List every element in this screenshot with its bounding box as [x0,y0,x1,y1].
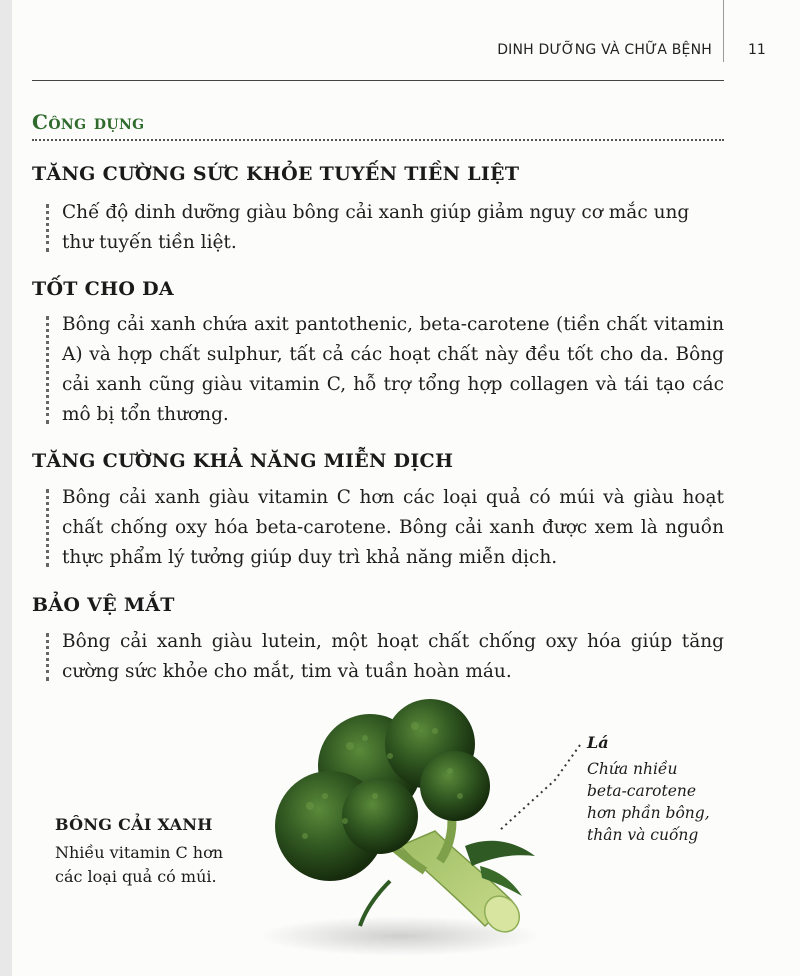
figure-caption-line: các loại quả có múi. [55,867,217,886]
figure-caption-text [55,841,255,889]
page-gutter [0,0,12,976]
header-rule [32,80,724,81]
leaf-callout-label: Lá [587,733,609,752]
figure-caption-line: Nhiều vitamin C hơn [55,843,224,862]
leaf-callout-line: Chứa nhiều [587,760,678,778]
page-number: 11 [748,42,766,58]
running-head: DINH DƯỠNG VÀ CHỮA BỆNH [497,42,712,58]
benefit-heading-skin: TỐT CHO DA [32,278,174,300]
section-divider [32,139,724,141]
benefit-text-eyes: Bông cải xanh giàu lutein, một hoạt chất chống oxy hóa giúp tăng cường sức khỏe cho mắt, tim và tuần hoàn máu. [62,627,724,687]
benefit-heading-eyes: BẢO VỆ MẮT [32,594,175,616]
section-title: Công dụng [32,110,145,134]
benefit-heading-prostate: TĂNG CƯỜNG SỨC KHỎE TUYẾN TIỀN LIỆT [32,163,520,185]
header-divider [723,0,724,62]
benefit-heading-immunity: TĂNG CƯỜNG KHẢ NĂNG MIỄN DỊCH [32,450,454,472]
leaf-callout-line: beta-carotene [587,782,697,800]
benefit-text-immunity: Bông cải xanh giàu vitamin C hơn các loại quả có múi và giàu hoạt chất chống oxy hóa beta-carotene. Bông cải xanh được xem là nguồn thực phẩm lý tưởng giúp duy trì khả năng miễn dịch. [62,483,724,573]
leaf-callout-text [587,758,757,846]
leaf-callout-line: hơn phần bông, [587,804,710,822]
benefit-text-prostate: Chế độ dinh dưỡng giàu bông cải xanh giúp giảm nguy cơ mắc ung thư tuyến tiền liệt. [62,198,724,258]
benefit-text-skin: Bông cải xanh chứa axit pantothenic, beta-carotene (tiền chất vitamin A) và hợp chất sulphur, tất cả các hoạt chất này đều tốt cho da. Bông cải xanh cũng giàu vitamin C, hỗ trợ tổng hợp collagen và tái tạo các mô bị tổn thương. [62,310,724,430]
figure-caption-title: BÔNG CẢI XANH [55,815,213,834]
leaf-callout-line: thân và cuống [587,826,699,844]
broccoli-image [250,696,560,961]
